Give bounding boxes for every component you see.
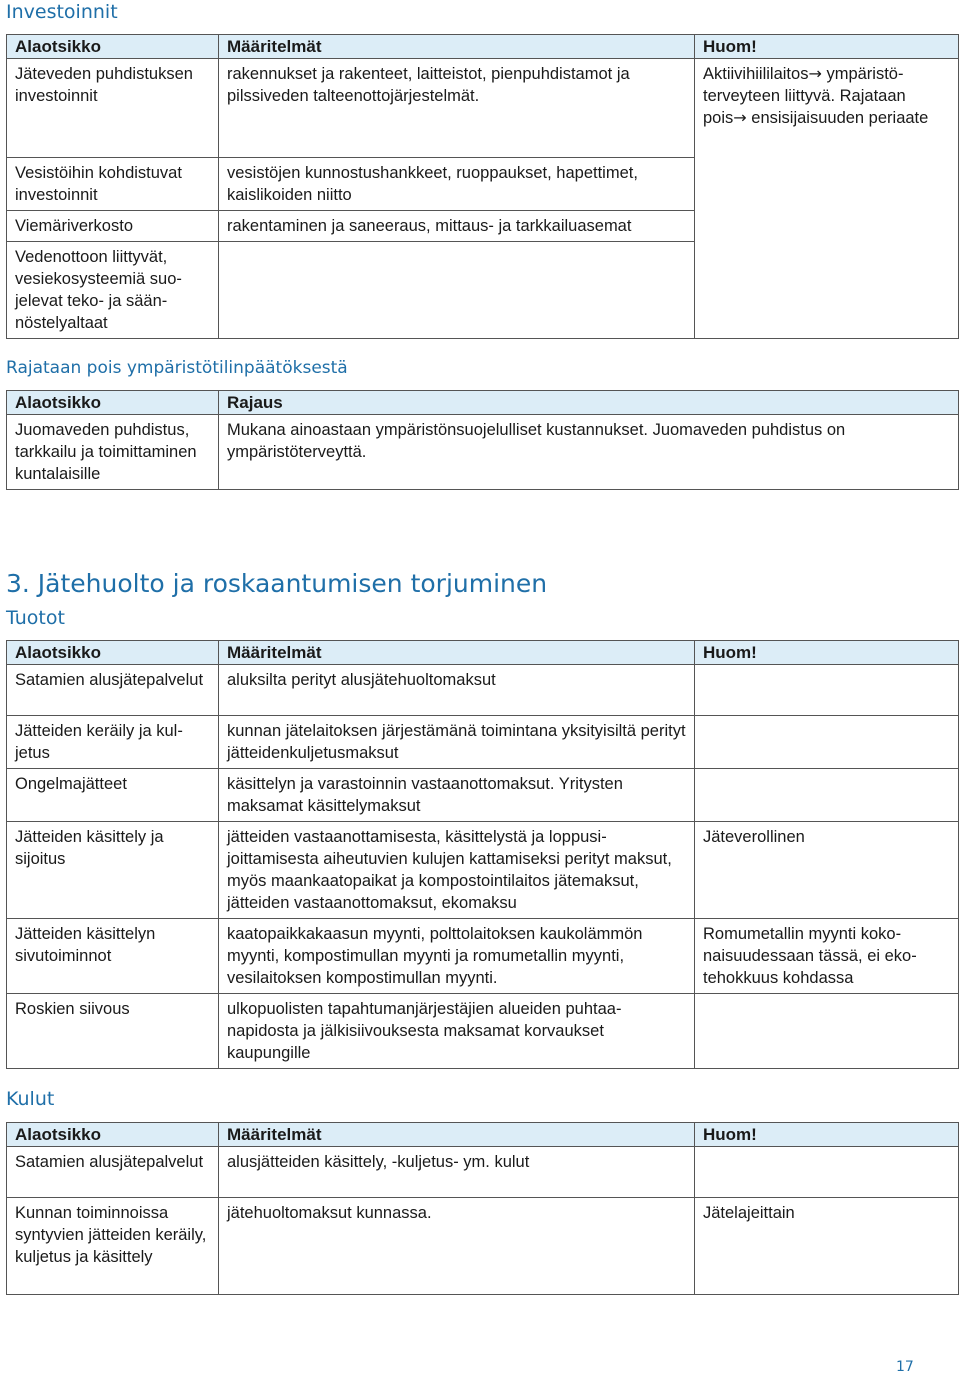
table-row [7, 59, 959, 158]
cell-rajaus: Mukana ainoastaan ympäristönsuojelulliset kustannukset. Juomaveden puhdistus on ympäristöterveyttä. [219, 415, 959, 490]
table-row [7, 1147, 959, 1198]
cell-huom [695, 665, 959, 716]
cell-maaritelmat: jätehuoltomaksut kunnassa. [219, 1198, 695, 1295]
table-row [7, 665, 959, 716]
cell-huom: Jätelajeittain [695, 1198, 959, 1295]
cell-huom [695, 1147, 959, 1198]
header-alaotsikko: Alaotsikko [7, 35, 219, 59]
cell-alaotsikko: Juomaveden puhdistus, tarkkailu ja toimittaminen kuntalaisille [7, 415, 219, 490]
section-title-tuotot: Tuotot [6, 607, 65, 629]
table-header-row [7, 35, 959, 59]
cell-maaritelmat [219, 242, 695, 339]
cell-huom [695, 994, 959, 1069]
table-rajataan [6, 390, 959, 490]
cell-alaotsikko: Jäteveden puhdistuksen investoinnit [7, 59, 219, 158]
cell-maaritelmat: kunnan jätelaitoksen järjestämänä toimintana yksityisiltä perityt jätteidenkuljetusmaksut [219, 716, 695, 769]
table-investoinnit [6, 34, 959, 339]
header-maaritelmat: Määritelmät [219, 1123, 695, 1147]
cell-alaotsikko: Vesistöihin kohdistuvat investoinnit [7, 158, 219, 211]
note-text-3: ensisijaisuuden periaate [746, 109, 929, 127]
table-row [7, 919, 959, 994]
arrow-right-icon: → [733, 108, 747, 127]
table-row [7, 1198, 959, 1295]
cell-maaritelmat: alusjätteiden käsittely, -kuljetus- ym. kulut [219, 1147, 695, 1198]
chapter-title: 3. Jätehuolto ja roskaantumisen torjuminen [6, 569, 548, 598]
cell-maaritelmat: jätteiden vastaanottamisesta, käsittelystä ja loppusijoittamisesta aiheutuvien kulujen kattamiseksi perityt maksut, myös maankaatopaikat ja kompostointilaitos jätemaksut, jätteiden vastaanottomaksut, ekomaksu [219, 822, 695, 919]
table-row [7, 994, 959, 1069]
header-huom: Huom! [695, 1123, 959, 1147]
cell-huom [695, 716, 959, 769]
table-row [7, 415, 959, 490]
cell-huom: Romumetallin myynti kokonaisuudessaan tässä, ei ekotehokkuus kohdassa [695, 919, 959, 994]
table-row [7, 822, 959, 919]
table-kulut [6, 1122, 959, 1295]
table-row [7, 769, 959, 822]
cell-alaotsikko: Satamien alusjätepalvelut [7, 665, 219, 716]
table-tuotot [6, 640, 959, 1069]
cell-maaritelmat: vesistöjen kunnostushankkeet, ruoppaukset, hapettimet, kaislikoiden niitto [219, 158, 695, 211]
header-maaritelmat: Määritelmät [219, 35, 695, 59]
header-alaotsikko: Alaotsikko [7, 641, 219, 665]
arrow-right-icon: → [808, 64, 822, 83]
header-alaotsikko: Alaotsikko [7, 1123, 219, 1147]
section-title-kulut: Kulut [6, 1088, 55, 1110]
note-text-2: ympäristöterveyteen liittyvä. Rajataan pois [703, 65, 906, 127]
cell-huom: Jäteverollinen [695, 822, 959, 919]
cell-alaotsikko: Jätteiden keräily ja kuljetus [7, 716, 219, 769]
cell-huom [695, 59, 959, 339]
table-header-row [7, 391, 959, 415]
page-number: 17 [896, 1359, 914, 1375]
cell-alaotsikko: Viemäriverkosto [7, 211, 219, 242]
header-huom: Huom! [695, 641, 959, 665]
section-title-rajataan: Rajataan pois ympäristötilinpäätöksestä [6, 358, 348, 378]
cell-maaritelmat: ulkopuolisten tapahtumanjärjestäjien alueiden puhtaanapidosta ja jälkisiivouksesta maksamat korvaukset kaupungille [219, 994, 695, 1069]
cell-maaritelmat: rakennukset ja rakenteet, laitteistot, pienpuhdistamot ja pilssiveden talteenottojärjestelmät. [219, 59, 695, 158]
table-header-row [7, 1123, 959, 1147]
table-header-row [7, 641, 959, 665]
header-maaritelmat: Määritelmät [219, 641, 695, 665]
header-huom: Huom! [695, 35, 959, 59]
cell-alaotsikko: Jätteiden käsittelyn sivutoiminnot [7, 919, 219, 994]
cell-maaritelmat: aluksilta perityt alusjätehuoltomaksut [219, 665, 695, 716]
cell-maaritelmat: käsittelyn ja varastoinnin vastaanottomaksut. Yritysten maksamat käsittelymaksut [219, 769, 695, 822]
cell-huom [695, 769, 959, 822]
cell-maaritelmat: kaatopaikkakaasun myynti, polttolaitoksen kaukolämmön myynti, kompostimullan myynti ja romumetallin myynti, vesilaitoksen kompostimullan myynti. [219, 919, 695, 994]
table-row [7, 716, 959, 769]
cell-alaotsikko: Vedenottoon liittyvät, vesiekosysteemiä suojelevat teko- ja säännöstelyaltaat [7, 242, 219, 339]
cell-alaotsikko: Roskien siivous [7, 994, 219, 1069]
header-rajaus: Rajaus [219, 391, 959, 415]
note-text-1: Aktiivihiililaitos [703, 65, 809, 83]
cell-alaotsikko: Satamien alusjätepalvelut [7, 1147, 219, 1198]
cell-maaritelmat: rakentaminen ja saneeraus, mittaus- ja tarkkailuasemat [219, 211, 695, 242]
section-title-investoinnit: Investoinnit [6, 1, 118, 23]
cell-alaotsikko: Jätteiden käsittely ja sijoitus [7, 822, 219, 919]
header-alaotsikko: Alaotsikko [7, 391, 219, 415]
cell-alaotsikko: Ongelmajätteet [7, 769, 219, 822]
cell-alaotsikko: Kunnan toiminnoissa syntyvien jätteiden keräily, kuljetus ja käsittely [7, 1198, 219, 1295]
